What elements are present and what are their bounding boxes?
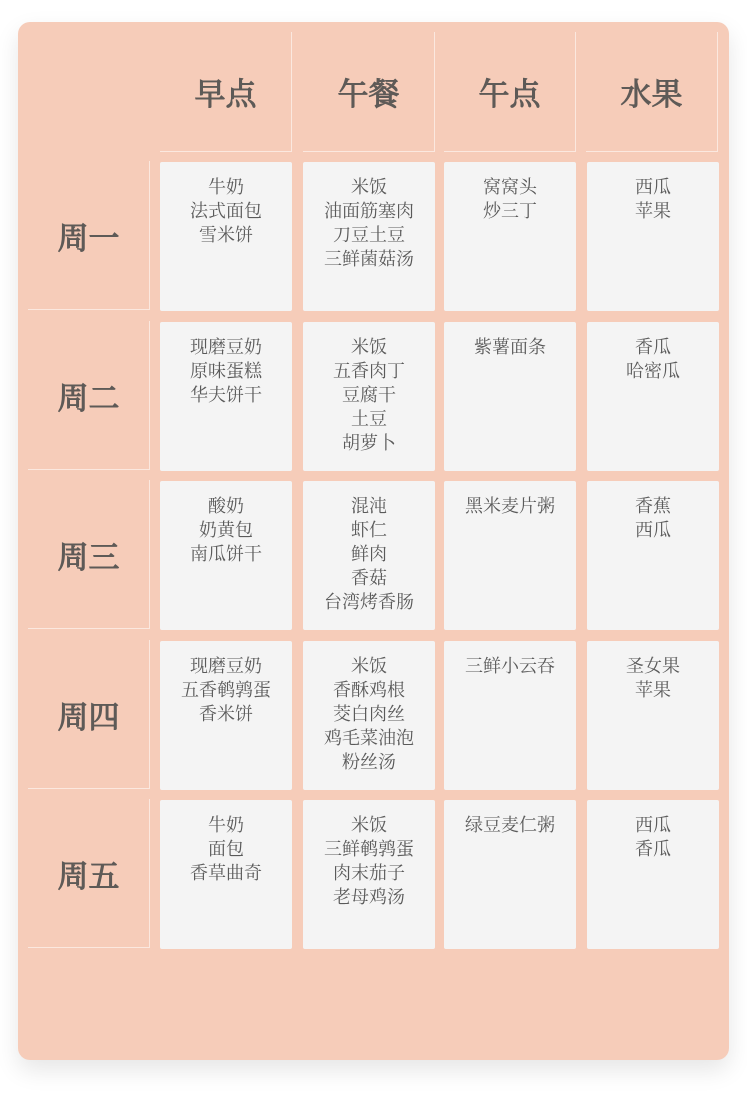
menu-item: 五香鹌鹑蛋 bbox=[181, 680, 271, 701]
menu-item: 苹果 bbox=[635, 680, 671, 701]
menu-item: 胡萝卜 bbox=[342, 433, 396, 454]
menu-item: 南瓜饼干 bbox=[190, 544, 262, 565]
menu-item: 油面筋塞肉 bbox=[324, 201, 414, 222]
menu-item: 现磨豆奶 bbox=[190, 337, 262, 358]
menu-item: 老母鸡汤 bbox=[333, 887, 405, 908]
menu-cell-breakfast bbox=[160, 322, 292, 471]
menu-cell-lunch bbox=[303, 322, 435, 471]
menu-cell-breakfast bbox=[160, 481, 292, 630]
menu-item: 混沌 bbox=[351, 496, 387, 517]
menu-item: 茭白肉丝 bbox=[333, 704, 405, 725]
menu-item: 鲜肉 bbox=[351, 544, 387, 565]
row-label-day: 周二 bbox=[28, 321, 150, 470]
row-label-day: 周一 bbox=[28, 161, 150, 310]
menu-item: 华夫饼干 bbox=[190, 385, 262, 406]
menu-item: 鸡毛菜油泡 bbox=[324, 728, 414, 749]
menu-item: 雪米饼 bbox=[199, 225, 253, 246]
menu-item: 酸奶 bbox=[208, 496, 244, 517]
menu-cell-breakfast bbox=[160, 641, 292, 790]
menu-item: 三鲜小云吞 bbox=[465, 656, 555, 677]
menu-item: 米饭 bbox=[351, 656, 387, 677]
menu-item: 面包 bbox=[208, 839, 244, 860]
menu-cell-fruit bbox=[587, 641, 719, 790]
menu-item: 三鲜菌菇汤 bbox=[324, 249, 414, 270]
menu-cell-fruit bbox=[587, 322, 719, 471]
menu-item: 豆腐干 bbox=[342, 385, 396, 406]
menu-item: 牛奶 bbox=[208, 815, 244, 836]
menu-item: 原味蛋糕 bbox=[190, 361, 262, 382]
menu-cell-lunch bbox=[303, 481, 435, 630]
menu-item: 牛奶 bbox=[208, 177, 244, 198]
menu-item: 香米饼 bbox=[199, 704, 253, 725]
column-header-row bbox=[18, 22, 729, 152]
menu-item: 香酥鸡根 bbox=[333, 680, 405, 701]
menu-item: 香瓜 bbox=[635, 337, 671, 358]
menu-cell-lunch bbox=[303, 800, 435, 949]
column-header-lunch: 午餐 bbox=[303, 32, 435, 152]
menu-cell-breakfast bbox=[160, 162, 292, 311]
menu-cell-afternoon-snack bbox=[444, 800, 576, 949]
menu-cell-fruit bbox=[587, 800, 719, 949]
menu-cell-afternoon-snack bbox=[444, 481, 576, 630]
row-label-day: 周五 bbox=[28, 799, 150, 948]
menu-item: 台湾烤香肠 bbox=[324, 592, 414, 613]
menu-item: 苹果 bbox=[635, 201, 671, 222]
menu-cell-lunch bbox=[303, 641, 435, 790]
menu-cell-lunch bbox=[303, 162, 435, 311]
menu-item: 炒三丁 bbox=[483, 201, 537, 222]
menu-item: 窝窝头 bbox=[483, 177, 537, 198]
column-header-fruit: 水果 bbox=[586, 32, 718, 152]
menu-item: 西瓜 bbox=[635, 815, 671, 836]
menu-item: 哈密瓜 bbox=[626, 361, 680, 382]
menu-item: 虾仁 bbox=[351, 520, 387, 541]
menu-item: 现磨豆奶 bbox=[190, 656, 262, 677]
menu-item: 绿豆麦仁粥 bbox=[465, 815, 555, 836]
menu-cell-afternoon-snack bbox=[444, 162, 576, 311]
menu-item: 香蕉 bbox=[635, 496, 671, 517]
menu-item: 米饭 bbox=[351, 815, 387, 836]
menu-item: 土豆 bbox=[351, 409, 387, 430]
menu-cell-fruit bbox=[587, 162, 719, 311]
menu-cell-afternoon-snack bbox=[444, 322, 576, 471]
menu-item: 粉丝汤 bbox=[342, 752, 396, 773]
menu-item: 法式面包 bbox=[190, 201, 262, 222]
row-label-day: 周四 bbox=[28, 640, 150, 789]
menu-item: 香菇 bbox=[351, 568, 387, 589]
menu-item: 五香肉丁 bbox=[333, 361, 405, 382]
menu-item: 香草曲奇 bbox=[190, 863, 262, 884]
menu-item: 紫薯面条 bbox=[474, 337, 546, 358]
menu-item: 西瓜 bbox=[635, 177, 671, 198]
menu-item: 刀豆土豆 bbox=[333, 225, 405, 246]
column-header-breakfast: 早点 bbox=[160, 32, 292, 152]
menu-item: 三鲜鹌鹑蛋 bbox=[324, 839, 414, 860]
menu-item: 米饭 bbox=[351, 177, 387, 198]
menu-item: 香瓜 bbox=[635, 839, 671, 860]
row-label-day: 周三 bbox=[28, 480, 150, 629]
menu-item: 黑米麦片粥 bbox=[465, 496, 555, 517]
column-header-afternoon-snack: 午点 bbox=[444, 32, 576, 152]
menu-card bbox=[18, 22, 729, 1060]
menu-cell-afternoon-snack bbox=[444, 641, 576, 790]
menu-item: 西瓜 bbox=[635, 520, 671, 541]
menu-cell-breakfast bbox=[160, 800, 292, 949]
menu-cell-fruit bbox=[587, 481, 719, 630]
menu-item: 肉末茄子 bbox=[333, 863, 405, 884]
menu-item: 奶黄包 bbox=[199, 520, 253, 541]
menu-item: 米饭 bbox=[351, 337, 387, 358]
menu-item: 圣女果 bbox=[626, 656, 680, 677]
